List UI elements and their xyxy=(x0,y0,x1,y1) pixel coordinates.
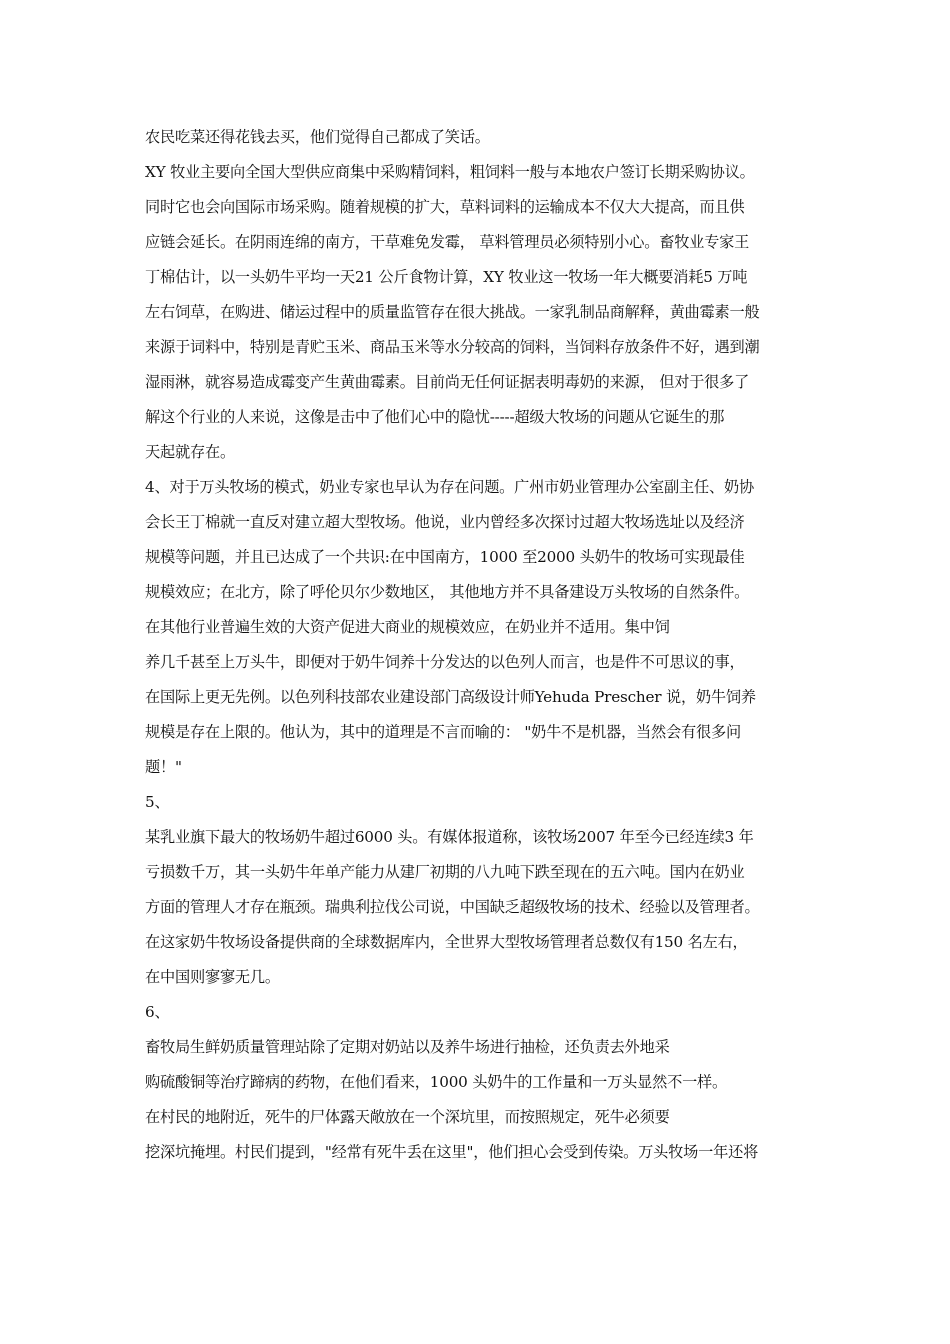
document-body xyxy=(145,128,845,1178)
text-line: 湿雨淋，就容易造成霉变产生黄曲霉素。目前尚无任何证据表明毒奶的来源， 但对于很多了 xyxy=(145,373,750,391)
text-line: 挖深坑掩埋。村民们提到，"经常有死牛丢在这里"，他们担心会受到传染。万头牧场一年还将 xyxy=(145,1143,759,1161)
text-line: 左右饲草，在购进、储运过程中的质量监管存在很大挑战。一家乳制品商解释，黄曲霉素一般 xyxy=(145,303,760,321)
section-number: 6、 xyxy=(145,1003,170,1021)
text-line: 在中国则寥寥无几。 xyxy=(145,968,280,986)
text-line: XY 牧业主要向全国大型供应商集中采购精饲料，粗饲料一般与本地农户签订长期采购协议。 xyxy=(145,163,755,181)
text-line: 规模效应；在北方，除了呼伦贝尔少数地区， 其他地方并不具备建设万头牧场的自然条件。 xyxy=(145,583,750,601)
text-line: 方面的管理人才存在瓶颈。瑞典利拉伐公司说，中国缺乏超级牧场的技术、经验以及管理者。 xyxy=(145,898,760,916)
text-line: 会长王丁棉就一直反对建立超大型牧场。他说，业内曾经多次探讨过超大牧场选址以及经济 xyxy=(145,513,745,531)
text-line: 规模是存在上限的。他认为，其中的道理是不言而喻的： "奶牛不是机器，当然会有很多问 xyxy=(145,723,741,741)
text-line: 在村民的地附近，死牛的尸体露天敞放在一个深坑里，而按照规定，死牛必须要 xyxy=(145,1108,670,1126)
text-line: 在国际上更无先例。以色列科技部农业建设部门高级设计师Yehuda Prescher 说，奶牛饲养 xyxy=(145,688,756,706)
text-line: 规模等问题，并且已达成了一个共识:在中国南方，1000 至2000 头奶牛的牧场可实现最佳 xyxy=(145,548,745,566)
text-line: 畜牧局生鲜奶质量管理站除了定期对奶站以及养牛场进行抽检，还负责去外地采 xyxy=(145,1038,670,1056)
section-number: 5、 xyxy=(145,793,170,811)
text-line: 农民吃菜还得花钱去买，他们觉得自己都成了笑话。 xyxy=(145,128,490,146)
text-line: 养几千甚至上万头牛，即便对于奶牛饲养十分发达的以色列人而言，也是件不可思议的事， xyxy=(145,653,745,671)
text-line: 4、对于万头牧场的模式，奶业专家也早认为存在问题。广州市奶业管理办公室副主任、奶协 xyxy=(145,478,754,496)
text-line: 购硫酸铜等治疗蹄病的药物，在他们看来，1000 头奶牛的工作量和一万头显然不一样。 xyxy=(145,1073,728,1091)
text-line: 丁棉估计，以一头奶牛平均一天21 公斤食物计算，XY 牧业这一牧场一年大概要消耗5 万吨 xyxy=(145,268,748,286)
text-line: 来源于词料中，特别是青贮玉米、商品玉米等水分较高的饲料，当饲料存放条件不好，遇到潮 xyxy=(145,338,760,356)
text-line: 亏损数千万，其一头奶牛年单产能力从建厂初期的八九吨下跌至现在的五六吨。国内在奶业 xyxy=(145,863,745,881)
text-line: 应链会延长。在阴雨连绵的南方，干草难免发霉， 草料管理员必须特别小心。畜牧业专家王 xyxy=(145,233,750,251)
text-line: 解这个行业的人来说，这像是击中了他们心中的隐忧-----超级大牧场的问题从它诞生的那 xyxy=(145,408,725,426)
text-line: 题！" xyxy=(145,758,182,776)
text-line: 天起就存在。 xyxy=(145,443,235,461)
text-line: 在其他行业普遍生效的大资产促进大商业的规模效应，在奶业并不适用。集中饲 xyxy=(145,618,670,636)
text-line: 同时它也会向国际市场采购。随着规模的扩大，草料词料的运输成本不仅大大提高，而且供 xyxy=(145,198,745,216)
text-line: 某乳业旗下最大的牧场奶牛超过6000 头。有媒体报道称，该牧场2007 年至今已经连续3 年 xyxy=(145,828,754,846)
text-line: 在这家奶牛牧场设备提供商的全球数据库内，全世界大型牧场管理者总数仅有150 名左右， xyxy=(145,933,748,951)
